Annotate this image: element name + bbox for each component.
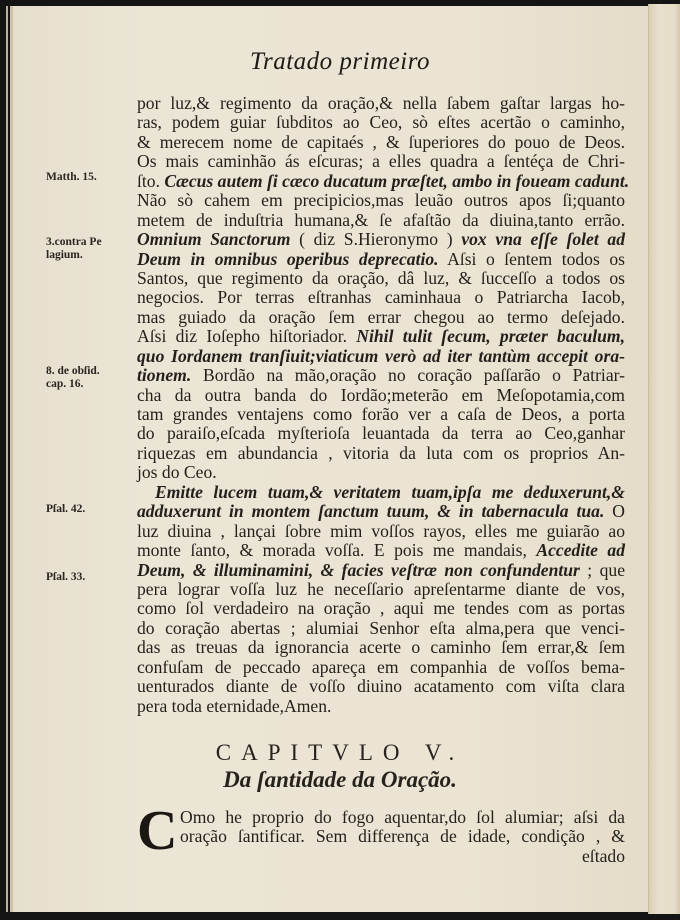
latin-quote: Nihil tulit ſecum, præter baculum,	[356, 326, 625, 347]
chapter-subtitle: Da ſantidade da Oração.	[223, 767, 457, 792]
text-line: metem de induſtria humana,& ſe afaſtão da diuina,tanto errão.	[137, 209, 625, 230]
margin-note: 3.contra Pe lagium.	[46, 236, 102, 261]
text-line	[137, 483, 625, 502]
text-segment: monte ſanto, & morada voſſa. E pois me mandais,	[137, 540, 537, 561]
text-line: oração ſantificar. Sem differença de idade, condição , &	[180, 826, 625, 847]
text-line	[137, 541, 625, 560]
text-segment: Bordão na mão,oração no coração paſſarão o Patriar-	[191, 365, 625, 386]
drop-cap: C	[137, 800, 178, 862]
text-segment: ( diz S.Hieronymo )	[290, 229, 462, 250]
text-line: Não sò cahem em precipicios,mas leuão outros apos ſi;quanto	[137, 190, 625, 211]
text-line: Os mais caminhão ás eſcuras; a elles quadra a ſentéça de Chri-	[137, 151, 625, 172]
chapter-body-text	[180, 808, 625, 866]
text-line: negocios. Por terras eſtranhas caminhaua o Patriarcha Iacob,	[137, 287, 625, 308]
running-header: Tratado primeiro	[249, 48, 431, 75]
text-line	[137, 561, 625, 580]
text-line: do coração abertas ; alumiai Senhor eſta alma,pera que venci-	[137, 617, 625, 638]
latin-quote: Omnium Sanctorum	[137, 229, 291, 250]
text-line: tam grandes ventajens como forão ver a caſa de Deos, a porta	[137, 404, 625, 424]
latin-quote: adduxerunt in montem ſanctum tuum, & in tabernacula tua.	[137, 501, 605, 522]
text-line: cha da outra banda do Iordão;meterão em Meſopotamia,com	[137, 384, 625, 405]
latin-quote: tionem.	[137, 365, 192, 386]
text-line: luz diuina , lançai ſobre mim voſſos rayos, elles me guiarão ao	[137, 520, 625, 541]
text-segment: ſto.	[137, 170, 165, 191]
text-segment: O	[604, 501, 625, 522]
latin-quote: vox vna eſſe ſolet ad	[461, 229, 625, 250]
text-line	[137, 327, 625, 346]
text-line: Omo he proprio do fogo aquentar,do ſol alumiar; aſsi da	[180, 807, 625, 827]
text-line: Santos, que regimento da oração, dâ luz, & ſucceſſo a todos os	[137, 267, 625, 288]
text-segment: ; que	[579, 559, 625, 580]
text-segment: Aſsi o ſentem todos os	[438, 248, 625, 269]
text-line: como ſol verdadeiro na oração , aqui me tendes com as portas	[137, 598, 625, 619]
margin-note: 8. de obſid. cap. 16.	[46, 365, 100, 390]
text-line: riquezas em abundancia , vitoria da luta com os proprios An-	[137, 442, 625, 463]
text-line: pera lograr voſſa luz he neceſſario apreſentarme diante de vos,	[137, 578, 625, 599]
text-line: uenturados diante de voſſo diuino acatamento com viſta clara	[137, 676, 625, 697]
body-text	[137, 93, 630, 716]
latin-quote: Deum, & illuminamini, & facies veſtræ non confundentur	[137, 559, 580, 580]
text-segment: Aſsi diz Ioſepho hiſtoriador.	[137, 326, 357, 347]
text-line: das as treuas da ignorancia acerte o caminho ſem errar,& ſem	[137, 637, 625, 658]
text-line: ras, podem guiar ſubditos ao Ceo, sò eſtes acertão o caminho,	[137, 112, 625, 133]
margin-note: Matth. 15.	[46, 171, 97, 183]
text-line: jos do Ceo.	[137, 462, 217, 483]
latin-quote: Accedite ad	[536, 540, 625, 561]
latin-quote: Deum in omnibus operibus deprecatio.	[137, 248, 439, 269]
text-line: mas guiado da oração ſem errar chegou ao termo deſejado.	[137, 306, 625, 327]
latin-quote: Cæcus autem ſi cæco ducatum præſtet, ambo in foueam cadunt.	[164, 170, 630, 191]
latin-quote: quo Iordanem tranſiuit;viaticum verò ad iter tantùm accepit ora-	[137, 345, 625, 366]
margin-note: Pſal. 42.	[46, 503, 86, 515]
text-line: do paraiſo,eſcada myſterioſa leuantada da terra ao Ceo,ganhar	[137, 423, 625, 444]
catchword: eſtado	[582, 845, 625, 866]
text-line: por luz,& regimento da oração,& nella ſabem gaſtar largas ho-	[137, 93, 625, 113]
latin-quote: Emitte lucem tuam,& veritatem tuam,ipſa me deduxerunt,&	[155, 481, 625, 502]
text-line	[137, 347, 625, 366]
text-line: pera toda eternidade,Amen.	[137, 695, 332, 716]
text-line	[137, 250, 625, 269]
text-line	[137, 230, 625, 249]
text-line	[137, 502, 625, 521]
margin-note: Pſal. 33.	[46, 571, 86, 583]
text-line: confuſam de peccado apareça em companhia de voſſos bema-	[137, 656, 625, 677]
text-line	[137, 366, 625, 385]
text-line	[137, 170, 630, 191]
text-line: & merecem nome de capitaés , & ſuperiores do pouo de Deos.	[137, 131, 625, 152]
chapter-heading: CAPITVLO V.	[215, 740, 465, 765]
